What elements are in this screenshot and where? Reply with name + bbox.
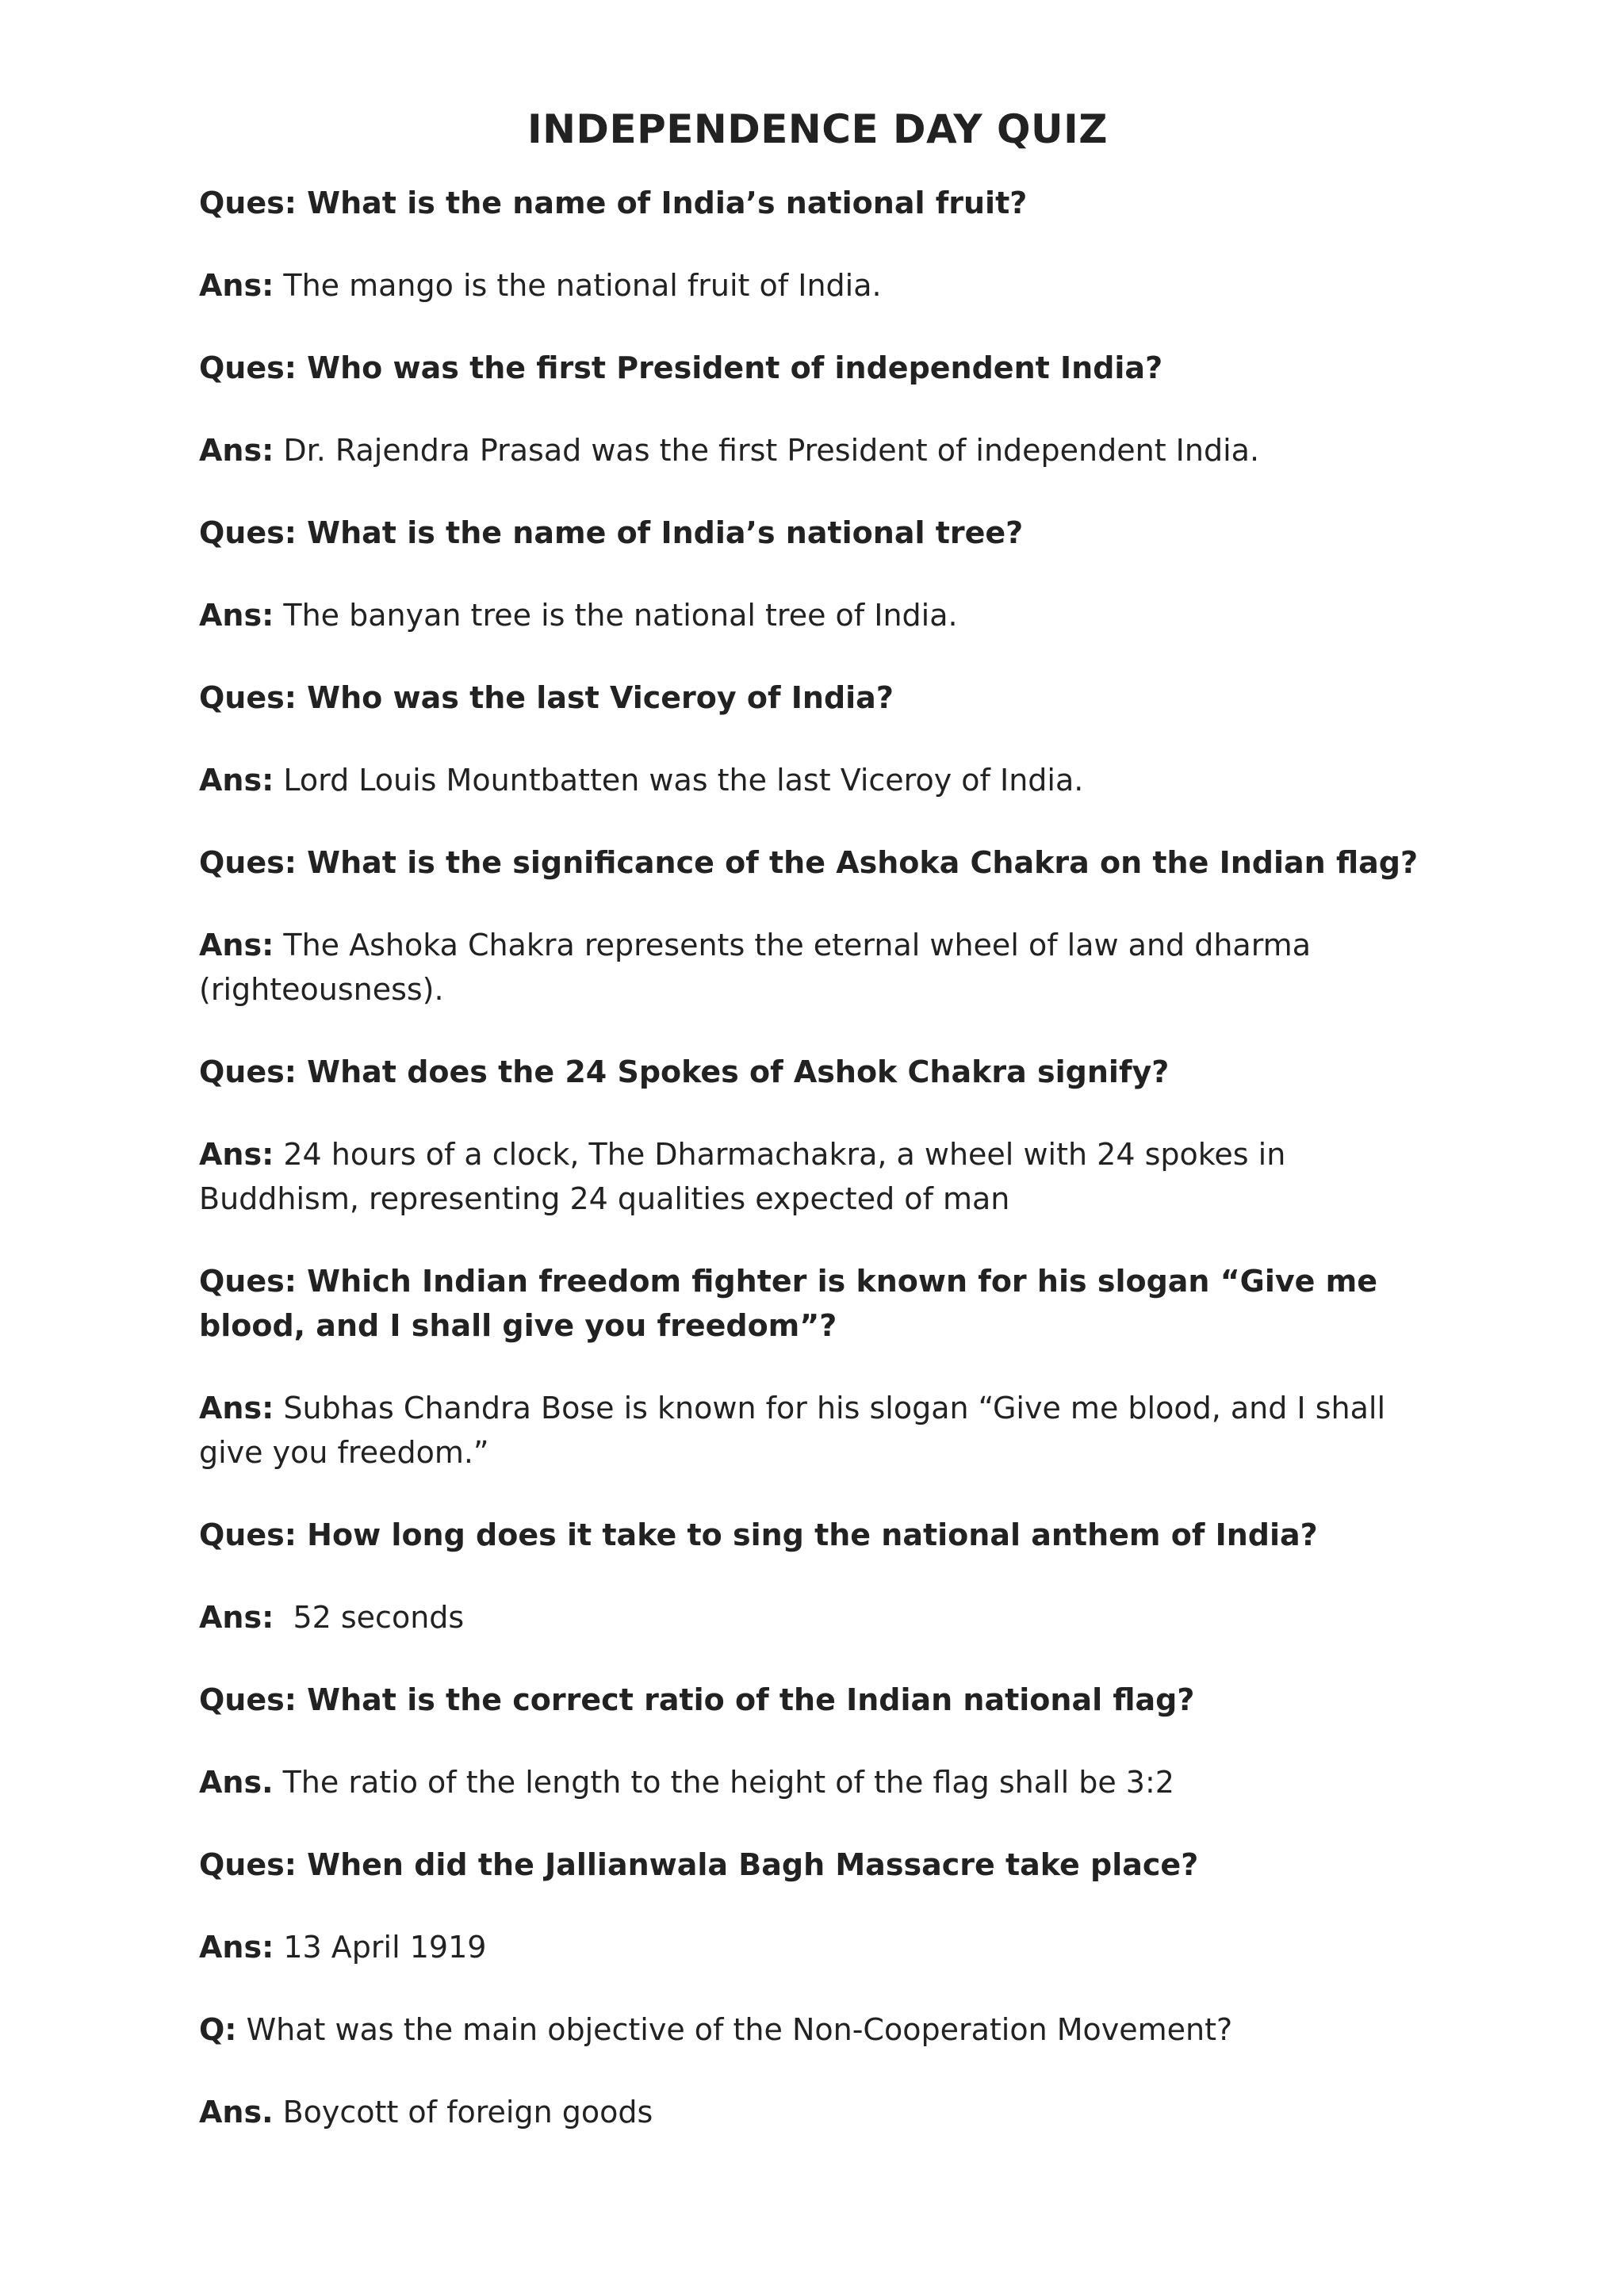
answer-text: Lord Louis Mountbatten was the last Viceroy of India. — [274, 763, 1084, 798]
quiz-document — [199, 101, 1436, 2172]
answer-label: Ans: — [199, 433, 274, 468]
answer-11 — [199, 2090, 1436, 2134]
answer-8 — [199, 1595, 1436, 1640]
question-label: Ques: — [199, 1054, 297, 1089]
answer-text: The Ashoka Chakra represents the eternal wheel of law and dharma (righteousness). — [199, 928, 1321, 1007]
question-label: Ques: — [199, 1682, 297, 1717]
question-text: What is the name of India’s national tree? — [296, 515, 1024, 550]
question-text: What is the correct ratio of the Indian national flag? — [296, 1682, 1195, 1717]
question-label: Ques: — [199, 680, 297, 715]
answer-2 — [199, 428, 1436, 473]
answer-text: The banyan tree is the national tree of India. — [274, 598, 958, 633]
question-9 — [199, 1678, 1436, 1722]
question-text: What is the significance of the Ashoka Chakra on the Indian flag? — [296, 845, 1419, 880]
question-text: When did the Jallianwala Bagh Massacre take place? — [296, 1847, 1199, 1882]
answer-6 — [199, 1132, 1436, 1221]
answer-label: Ans: — [199, 763, 274, 798]
question-1 — [199, 181, 1436, 225]
question-label: Ques: — [199, 845, 297, 880]
question-10 — [199, 1843, 1436, 1887]
question-label: Ques: — [199, 515, 297, 550]
answer-10 — [199, 1925, 1436, 1969]
answer-1 — [199, 263, 1436, 308]
question-label: Ques: — [199, 1517, 297, 1552]
question-label: Ques: — [199, 1264, 297, 1299]
question-5 — [199, 840, 1436, 885]
page-title: INDEPENDENCE DAY QUIZ — [527, 106, 1108, 152]
answer-text: 52 seconds — [274, 1600, 465, 1635]
question-text: What does the 24 Spokes of Ashok Chakra signify? — [296, 1054, 1170, 1089]
question-2 — [199, 346, 1436, 390]
question-3 — [199, 511, 1436, 555]
answer-label: Ans: — [199, 1391, 274, 1425]
answer-label: Ans. — [199, 1765, 274, 1800]
answer-text: The ratio of the length to the height of the flag shall be 3:2 — [273, 1765, 1174, 1800]
question-text: What was the main objective of the Non-Cooperation Movement? — [236, 2012, 1233, 2047]
question-text: Which Indian freedom fighter is known for his slogan “Give me blood, and I shall give you freedom”? — [199, 1264, 1388, 1343]
answer-label: Ans: — [199, 1137, 274, 1172]
answer-9 — [199, 1760, 1436, 1804]
answer-7 — [199, 1386, 1436, 1475]
question-label: Ques: — [199, 1847, 297, 1882]
answer-label: Ans: — [199, 1930, 274, 1965]
answer-label: Ans: — [199, 928, 274, 962]
answer-text: 13 April 1919 — [274, 1930, 487, 1965]
question-6 — [199, 1050, 1436, 1094]
answer-label: Ans: — [199, 598, 274, 633]
answer-text: Dr. Rajendra Prasad was the first President of independent India. — [274, 433, 1260, 468]
answer-label: Ans: — [199, 1600, 274, 1635]
answer-4 — [199, 758, 1436, 802]
question-text: What is the name of India’s national fruit? — [296, 186, 1028, 220]
question-label: Ques: — [199, 186, 297, 220]
answer-text: The mango is the national fruit of India. — [274, 268, 882, 303]
question-7 — [199, 1259, 1436, 1348]
question-text: Who was the last Viceroy of India? — [296, 680, 894, 715]
qa-list — [199, 181, 1436, 2134]
answer-5 — [199, 923, 1436, 1012]
answer-text: Subhas Chandra Bose is known for his slogan “Give me blood, and I shall give you freedom.” — [199, 1391, 1396, 1470]
answer-text: Boycott of foreign goods — [273, 2095, 653, 2130]
question-label: Ques: — [199, 350, 297, 385]
question-4 — [199, 675, 1436, 720]
answer-3 — [199, 593, 1436, 637]
answer-label: Ans: — [199, 268, 274, 303]
answer-label: Ans. — [199, 2095, 274, 2130]
question-text: How long does it take to sing the national anthem of India? — [296, 1517, 1318, 1552]
question-text: Who was the first President of independent India? — [296, 350, 1163, 385]
answer-text: 24 hours of a clock, The Dharmachakra, a wheel with 24 spokes in Buddhism, representing 24 qualities expected of man — [199, 1137, 1296, 1216]
question-11 — [199, 2007, 1436, 2052]
question-label: Q: — [199, 2012, 237, 2047]
question-8 — [199, 1513, 1436, 1557]
